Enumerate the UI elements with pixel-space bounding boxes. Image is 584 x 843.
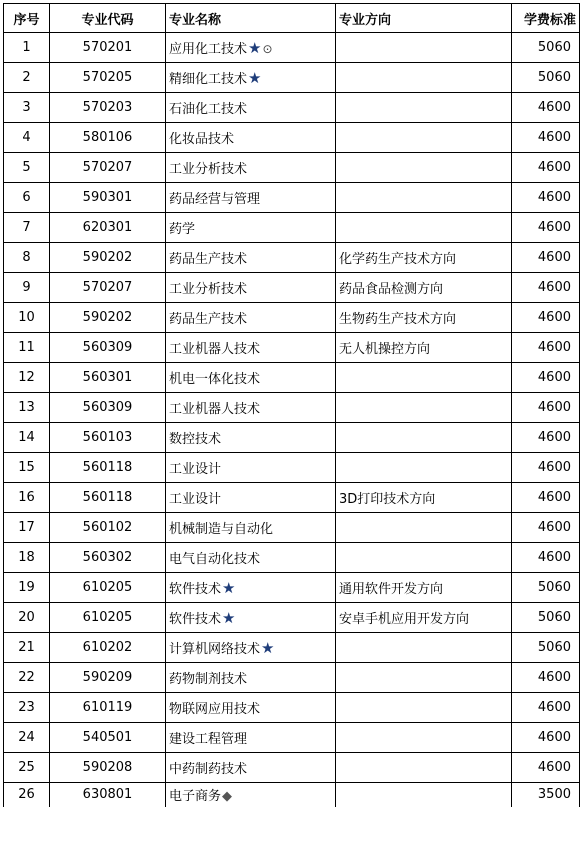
cell-code: 560301 [50,363,166,393]
cell-fee: 5060 [512,63,580,93]
cell-serial: 20 [4,603,50,633]
cell-name [166,153,336,183]
header-direction: 专业方向 [336,4,512,33]
major-name: 应用化工技术 [169,42,248,57]
major-name: 化妆品技术 [169,132,235,147]
cell-fee: 4600 [512,183,580,213]
header-row [4,4,580,33]
cell-code: 590301 [50,183,166,213]
cell-code: 560302 [50,543,166,573]
cell-direction [336,213,512,243]
major-name: 数控技术 [169,432,222,447]
cell-fee: 4600 [512,243,580,273]
star-icon: ★ [222,579,236,597]
cell-direction [336,93,512,123]
cell-code: 560102 [50,513,166,543]
table-row [4,633,580,663]
cell-code: 610205 [50,603,166,633]
cell-serial: 21 [4,633,50,663]
cell-name [166,483,336,513]
cell-fee: 4600 [512,123,580,153]
table-row [4,183,580,213]
cell-name [166,333,336,363]
cell-name [166,93,336,123]
cell-direction [336,363,512,393]
major-name: 计算机网络技术 [169,642,261,657]
cell-serial: 12 [4,363,50,393]
table-row [4,513,580,543]
cell-fee: 5060 [512,603,580,633]
cell-name [166,783,336,807]
cell-fee: 4600 [512,93,580,123]
cell-code: 560309 [50,393,166,423]
cell-name [166,693,336,723]
table-row [4,603,580,633]
table-row [4,93,580,123]
table-row [4,543,580,573]
cell-name [166,363,336,393]
table-row [4,783,580,807]
major-name: 电子商务 [169,789,222,805]
cell-direction [336,63,512,93]
cell-code: 570201 [50,33,166,63]
major-name: 工业分析技术 [169,282,248,297]
cell-code: 570203 [50,93,166,123]
cell-direction: 无人机操控方向 [336,333,512,363]
cell-name [166,393,336,423]
star-icon: ★ [248,39,262,57]
cell-code: 630801 [50,783,166,807]
major-name: 药学 [169,222,196,237]
major-name: 工业机器人技术 [169,342,261,357]
table-row [4,213,580,243]
cell-fee: 3500 [512,783,580,807]
major-name: 药物制剂技术 [169,672,248,687]
cell-name [166,753,336,783]
table-row [4,423,580,453]
major-name: 工业机器人技术 [169,402,261,417]
cell-direction [336,723,512,753]
cell-name [166,453,336,483]
cell-fee: 4600 [512,483,580,513]
cell-serial: 25 [4,753,50,783]
major-name: 工业设计 [169,462,222,477]
cell-serial: 22 [4,663,50,693]
major-name: 机电一体化技术 [169,372,261,387]
cell-code: 560309 [50,333,166,363]
cell-fee: 4600 [512,153,580,183]
table-row [4,573,580,603]
cell-fee: 5060 [512,33,580,63]
cell-direction [336,393,512,423]
cell-code: 540501 [50,723,166,753]
cell-direction [336,663,512,693]
table-row [4,123,580,153]
cell-direction: 生物药生产技术方向 [336,303,512,333]
cell-code: 610202 [50,633,166,663]
table-row [4,153,580,183]
cell-name [166,513,336,543]
major-name: 药品经营与管理 [169,192,261,207]
cell-fee: 4600 [512,543,580,573]
cell-fee: 4600 [512,393,580,423]
cell-direction [336,423,512,453]
cell-serial: 6 [4,183,50,213]
cell-code: 560103 [50,423,166,453]
cell-name [166,573,336,603]
cell-direction: 药品食品检测方向 [336,273,512,303]
cell-fee: 4600 [512,723,580,753]
table-body [4,33,580,807]
cell-direction: 安卓手机应用开发方向 [336,603,512,633]
cell-code: 610205 [50,573,166,603]
cell-name [166,33,336,63]
major-name: 建设工程管理 [169,732,248,747]
major-name: 物联网应用技术 [169,702,261,717]
cell-serial: 11 [4,333,50,363]
major-name: 中药制药技术 [169,762,248,777]
cell-serial: 18 [4,543,50,573]
table-row [4,303,580,333]
cell-serial: 15 [4,453,50,483]
cell-serial: 1 [4,33,50,63]
cell-serial: 10 [4,303,50,333]
header-serial: 序号 [4,4,50,33]
cell-serial: 23 [4,693,50,723]
cell-fee: 4600 [512,663,580,693]
cell-fee: 4600 [512,303,580,333]
table-row [4,693,580,723]
cell-name [166,723,336,753]
cell-direction: 化学药生产技术方向 [336,243,512,273]
cell-serial: 14 [4,423,50,453]
cell-direction [336,33,512,63]
cell-direction [336,123,512,153]
header-name: 专业名称 [166,4,336,33]
cell-code: 580106 [50,123,166,153]
cell-serial: 7 [4,213,50,243]
cell-serial: 24 [4,723,50,753]
cell-code: 590208 [50,753,166,783]
star-icon: ★ [222,609,236,627]
cell-serial: 2 [4,63,50,93]
cell-direction [336,453,512,483]
table-row [4,63,580,93]
cell-name [166,63,336,93]
major-name: 软件技术 [169,612,222,627]
cell-code: 620301 [50,213,166,243]
major-name: 电气自动化技术 [169,552,261,567]
table-row [4,273,580,303]
cell-fee: 4600 [512,363,580,393]
table-row [4,393,580,423]
cell-name [166,213,336,243]
diamond-icon: ◆ [222,789,233,805]
cell-code: 590202 [50,243,166,273]
cell-fee: 5060 [512,573,580,603]
cell-direction [336,753,512,783]
major-name: 工业分析技术 [169,162,248,177]
tuition-table [3,3,580,807]
circled-dot-icon: ⊙ [262,42,273,56]
cell-direction [336,153,512,183]
cell-serial: 5 [4,153,50,183]
cell-serial: 26 [4,783,50,807]
star-icon: ★ [248,69,262,87]
cell-name [166,123,336,153]
cell-code: 570205 [50,63,166,93]
table-row [4,333,580,363]
cell-fee: 5060 [512,633,580,663]
cell-name [166,183,336,213]
cell-direction [336,183,512,213]
cell-serial: 17 [4,513,50,543]
cell-code: 590202 [50,303,166,333]
cell-fee: 4600 [512,453,580,483]
cell-fee: 4600 [512,273,580,303]
cell-code: 590209 [50,663,166,693]
table-header [4,4,580,33]
cell-serial: 16 [4,483,50,513]
cell-fee: 4600 [512,513,580,543]
table-row [4,363,580,393]
table-row [4,243,580,273]
major-name: 药品生产技术 [169,252,248,267]
major-name: 软件技术 [169,582,222,597]
cell-direction: 3D打印技术方向 [336,483,512,513]
table-row [4,33,580,63]
cell-fee: 4600 [512,423,580,453]
major-name: 机械制造与自动化 [169,522,274,537]
cell-name [166,303,336,333]
cell-direction [336,513,512,543]
cell-code: 560118 [50,453,166,483]
cell-serial: 4 [4,123,50,153]
cell-fee: 4600 [512,213,580,243]
star-icon: ★ [261,639,275,657]
cell-direction [336,633,512,663]
cell-name [166,543,336,573]
header-code: 专业代码 [50,4,166,33]
cell-name [166,243,336,273]
table-row [4,453,580,483]
major-name: 精细化工技术 [169,72,248,87]
header-fee: 学费标准 [512,4,580,33]
cell-direction [336,693,512,723]
table-row [4,663,580,693]
cell-code: 560118 [50,483,166,513]
cell-serial: 13 [4,393,50,423]
major-name: 工业设计 [169,492,222,507]
cell-direction [336,543,512,573]
cell-code: 570207 [50,153,166,183]
cell-direction: 通用软件开发方向 [336,573,512,603]
cell-serial: 3 [4,93,50,123]
cell-fee: 4600 [512,693,580,723]
cell-name [166,633,336,663]
cell-fee: 4600 [512,333,580,363]
cell-direction [336,783,512,807]
table-row [4,753,580,783]
cell-name [166,423,336,453]
cell-code: 570207 [50,273,166,303]
cell-serial: 8 [4,243,50,273]
table-row [4,723,580,753]
major-name: 石油化工技术 [169,102,248,117]
major-name: 药品生产技术 [169,312,248,327]
table-row [4,483,580,513]
cell-code: 610119 [50,693,166,723]
cell-serial: 9 [4,273,50,303]
cell-name [166,663,336,693]
cell-serial: 19 [4,573,50,603]
cell-name [166,273,336,303]
cell-fee: 4600 [512,753,580,783]
cell-name [166,603,336,633]
